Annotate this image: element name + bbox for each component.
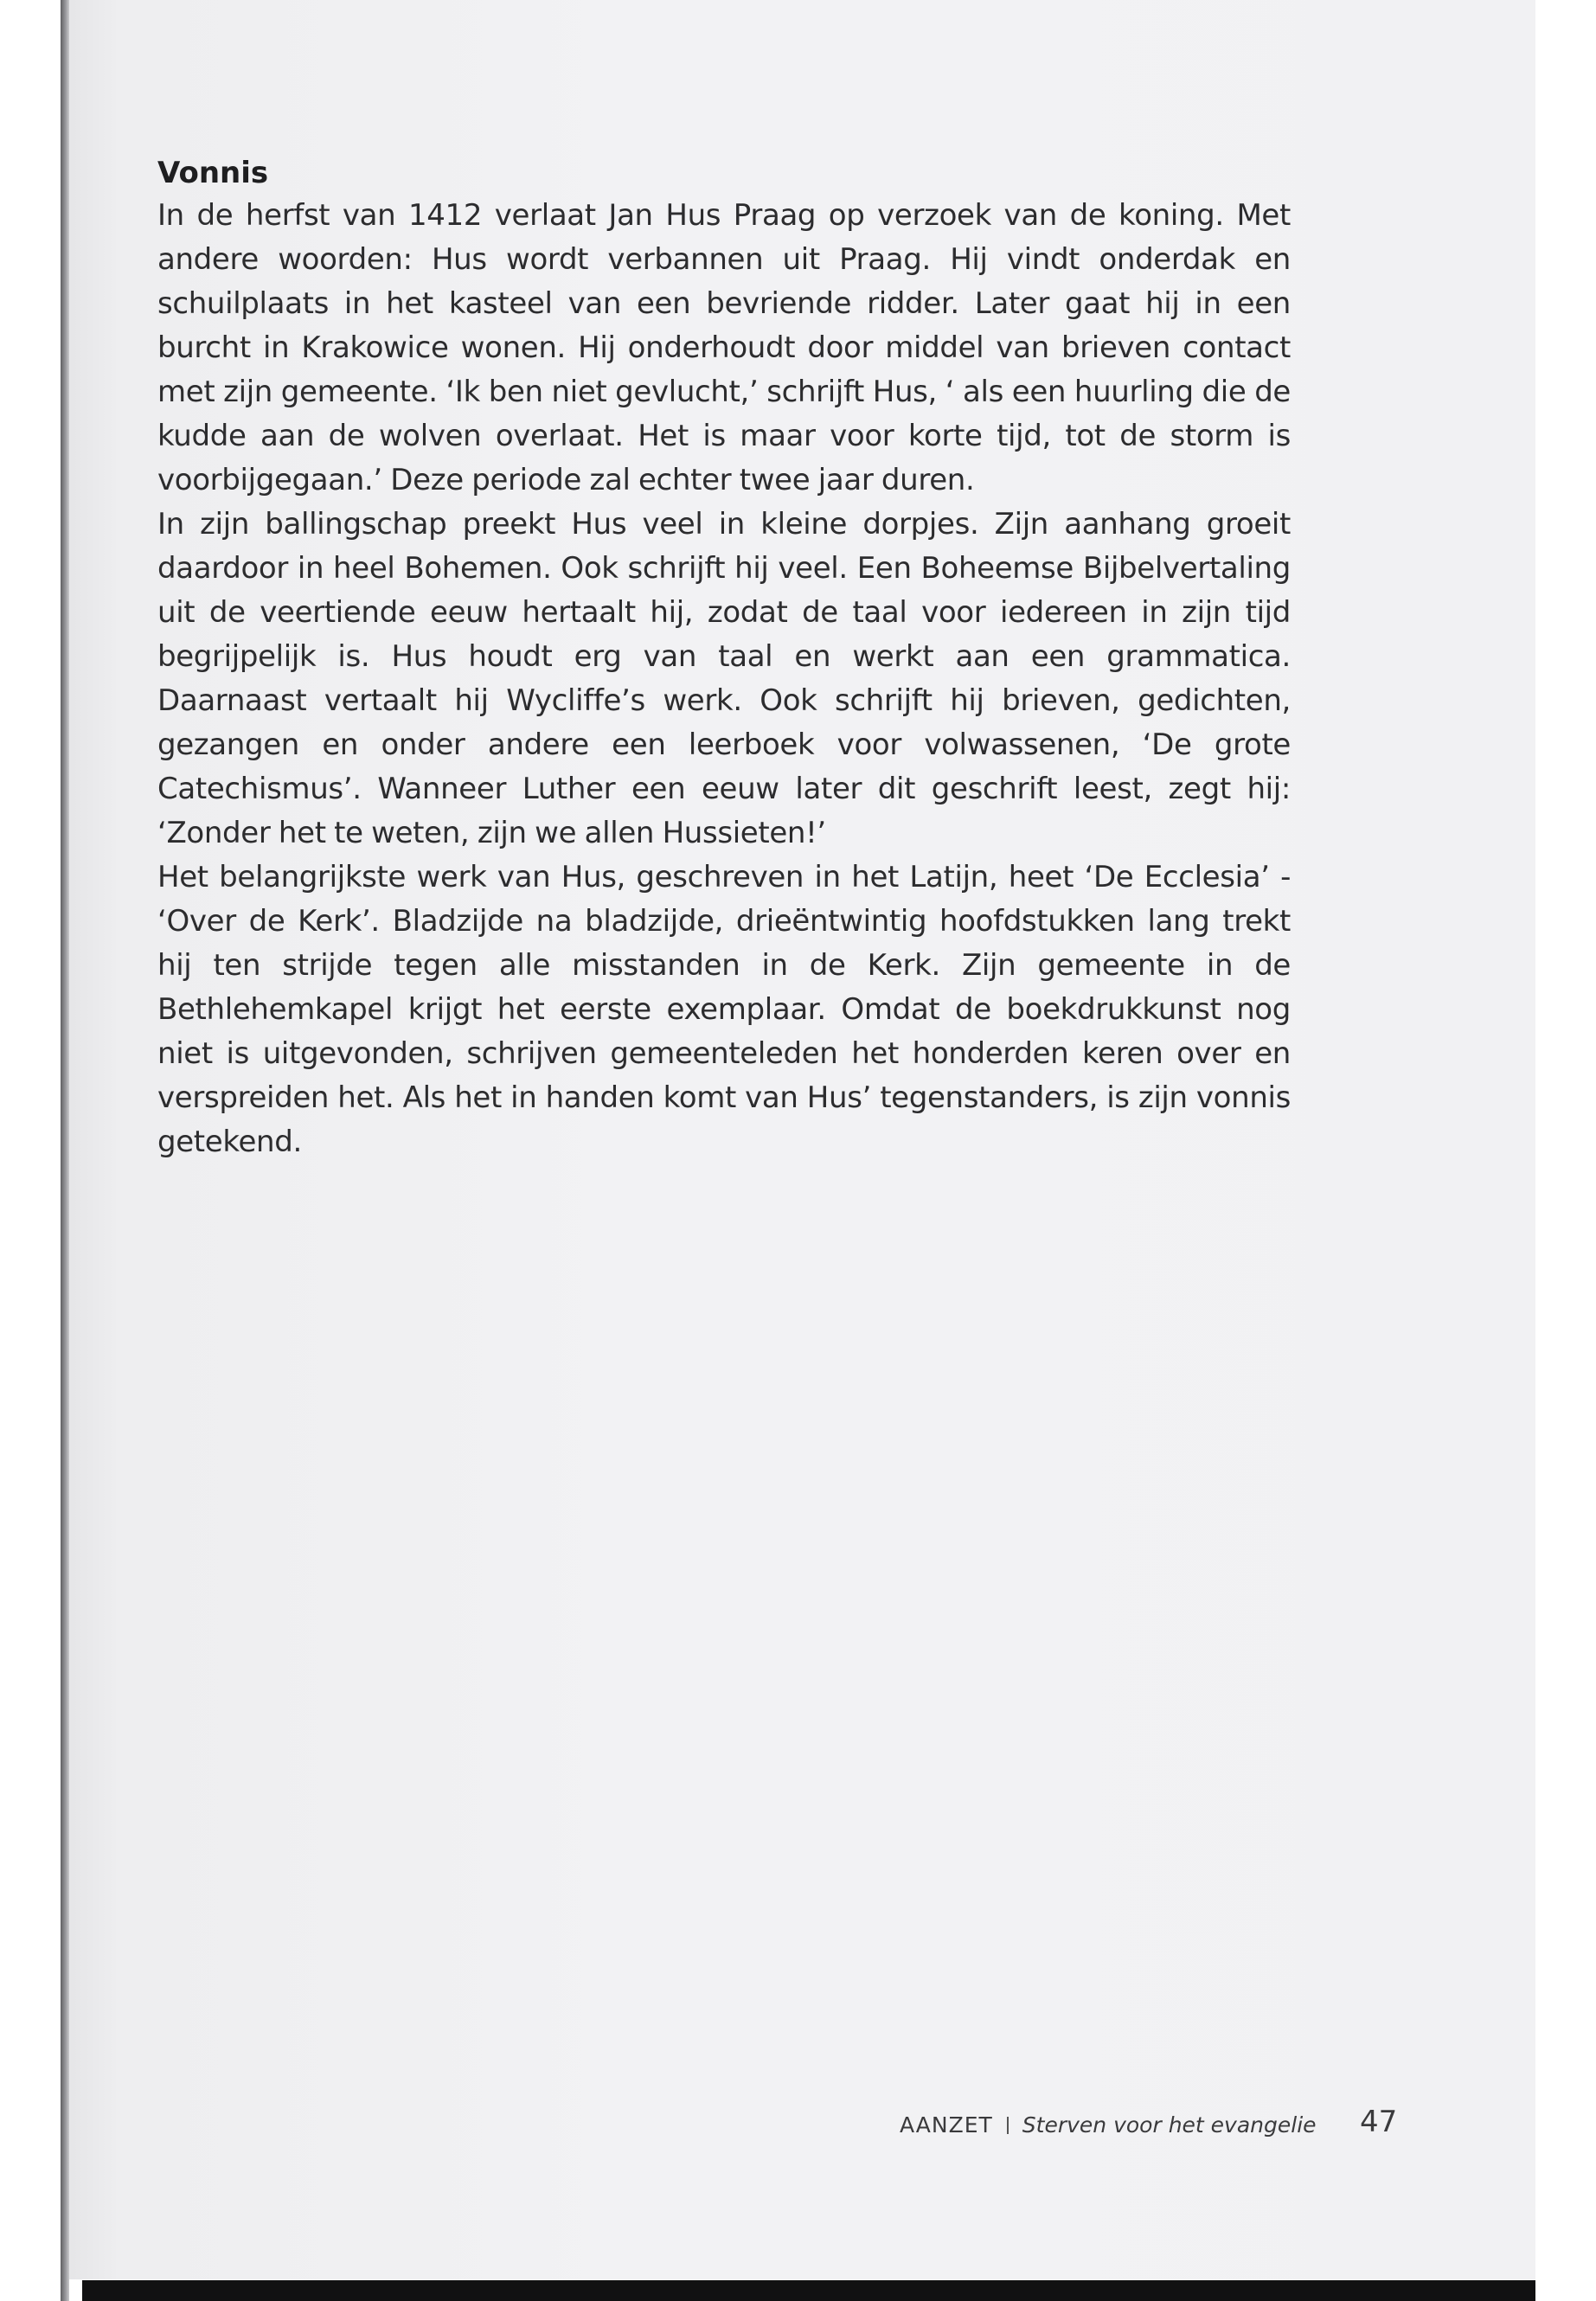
footer-book-name: AANZET xyxy=(900,2112,993,2138)
running-footer xyxy=(900,2108,1317,2143)
text-column xyxy=(157,152,1291,1164)
book-spine-shadow xyxy=(61,0,69,2301)
section-heading: Vonnis xyxy=(157,156,269,190)
paragraph-writings: In zijn ballingschap preekt Hus veel in kleine dorpjes. Zijn aanhang groeit daardoor in heel Bohemen. Ook schrijft hij veel. Een Boheemse Bijbelvertaling uit de veertiende eeuw hertaalt hij, zodat de taal voor iedereen in zijn tijd begrijpelijk is. Hus houdt erg van taal en werkt aan een grammatica. Daarnaast vertaalt hij Wycliffe’s werk. Ook schrijft hij brieven, gedichten, gezangen en onder andere een leerboek voor volwassenen, ‘De grote Catechismus’. Wanneer Luther een eeuw later dit geschrift leest, zegt hij: ‘Zonder het te weten, zijn we allen Hussieten!’ xyxy=(157,507,1291,850)
paragraph-de-ecclesia: Het belangrijkste werk van Hus, geschreven in het Latijn, heet ‘De Ecclesia’ - ‘Over de Kerk’. Bladzijde na bladzijde, drieëntwintig hoofdstukken lang trekt hij ten strijde tegen alle misstanden in de Kerk. Zijn gemeente in de Bethlehemkapel krijgt het eerste exemplaar. Omdat de boekdrukkunst nog niet is uitgevonden, schrijven gemeenteleden het honderden keren over en verspreiden het. Als het in handen komt van Hus’ tegenstanders, is zijn vonnis getekend. xyxy=(157,860,1291,1159)
scan-bottom-edge xyxy=(82,2280,1535,2301)
paragraph-exile: In de herfst van 1412 verlaat Jan Hus Praag op verzoek van de koning. Met andere woorden: Hus wordt verbannen uit Praag. Hij vindt onderdak en schuilplaats in het kasteel van een bevriende ridder. Later gaat hij in een burcht in Krakowice wonen. Hij onderhoudt door middel van brieven contact met zijn gemeente. ‘Ik ben niet gevlucht,’ schrijft Hus, ‘ als een huurling die de kudde aan de wolven overlaat. Het is maar voor korte tijd, tot de storm is voorbijgegaan.’ Deze periode zal echter twee jaar duren. xyxy=(157,198,1291,497)
scan-margin xyxy=(1535,0,1596,2301)
footer-separator xyxy=(1007,2117,1009,2134)
page-number: 47 xyxy=(1360,2105,1398,2139)
footer-chapter-title: Sterven voor het evangelie xyxy=(1022,2112,1317,2138)
